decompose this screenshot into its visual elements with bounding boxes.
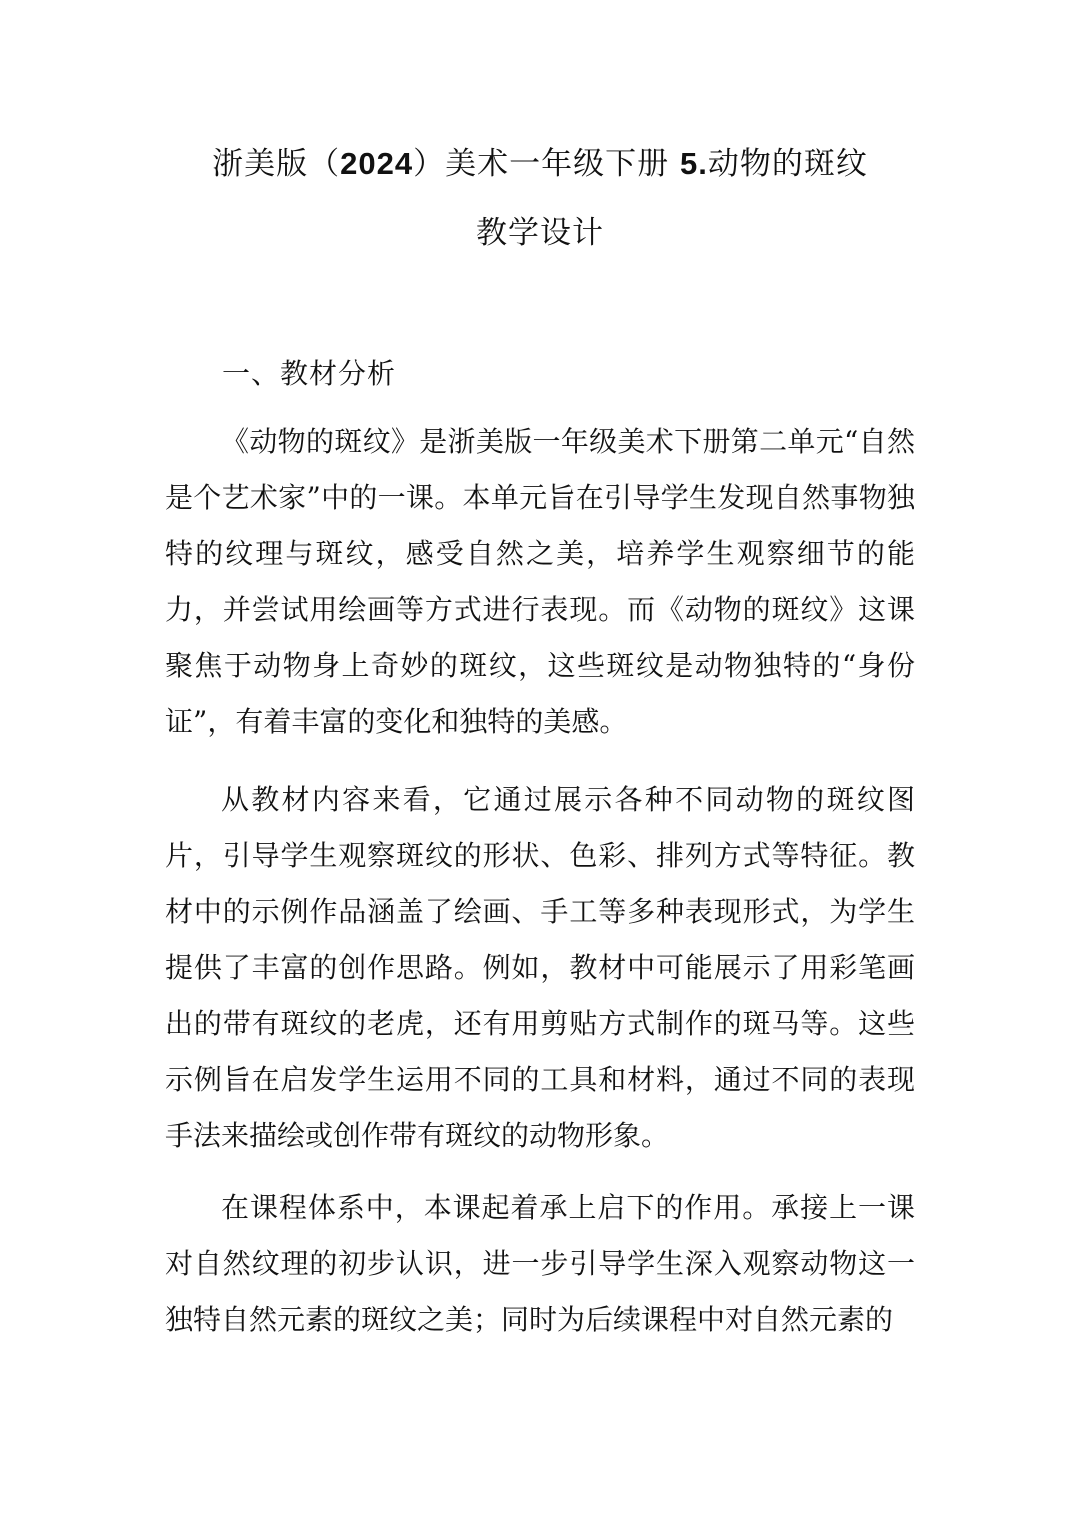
- title-lesson-number: 5.: [679, 146, 708, 181]
- paragraph: 《动物的斑纹》是浙美版一年级美术下册第二单元“自然是个艺术家”中的一课。本单元旨在引导学生发现自然事物独特的纹理与斑纹，感受自然之美，培养学生观察细节的能力，并尝试用绘画等方式进行表现。而《动物的斑纹》这课聚焦于动物身上奇妙的斑纹，这些斑纹是动物独特的“身份证”，有着丰富的变化和独特的美感。: [165, 425, 915, 738]
- title-year: 2024: [340, 146, 414, 181]
- title-prefix: 浙美版（: [212, 146, 341, 182]
- title-middle: ）美术一年级下册: [413, 146, 680, 182]
- section-heading: 一、教材分析: [222, 357, 397, 390]
- paragraph: 从教材内容来看，它通过展示各种不同动物的斑纹图片，引导学生观察斑纹的形状、色彩、排列方式等特征。教材中的示例作品涵盖了绘画、手工等多种表现形式，为学生提供了丰富的创作思路。例如，教材中可能展示了用彩笔画出的带有斑纹的老虎，还有用剪贴方式制作的斑马等。这些示例旨在启发学生运用不同的工具和材料，通过不同的表现手法来描绘或创作带有斑纹的动物形象。: [165, 783, 915, 1152]
- document-subtitle: 教学设计: [476, 215, 604, 251]
- title-suffix: 动物的斑纹: [707, 146, 868, 182]
- paragraph: 在课程体系中，本课起着承上启下的作用。承接上一课对自然纹理的初步认识，进一步引导学生深入观察动物这一独特自然元素的斑纹之美；同时为后续课程中对自然元素的: [165, 1191, 915, 1336]
- document-title: [0, 138, 1080, 183]
